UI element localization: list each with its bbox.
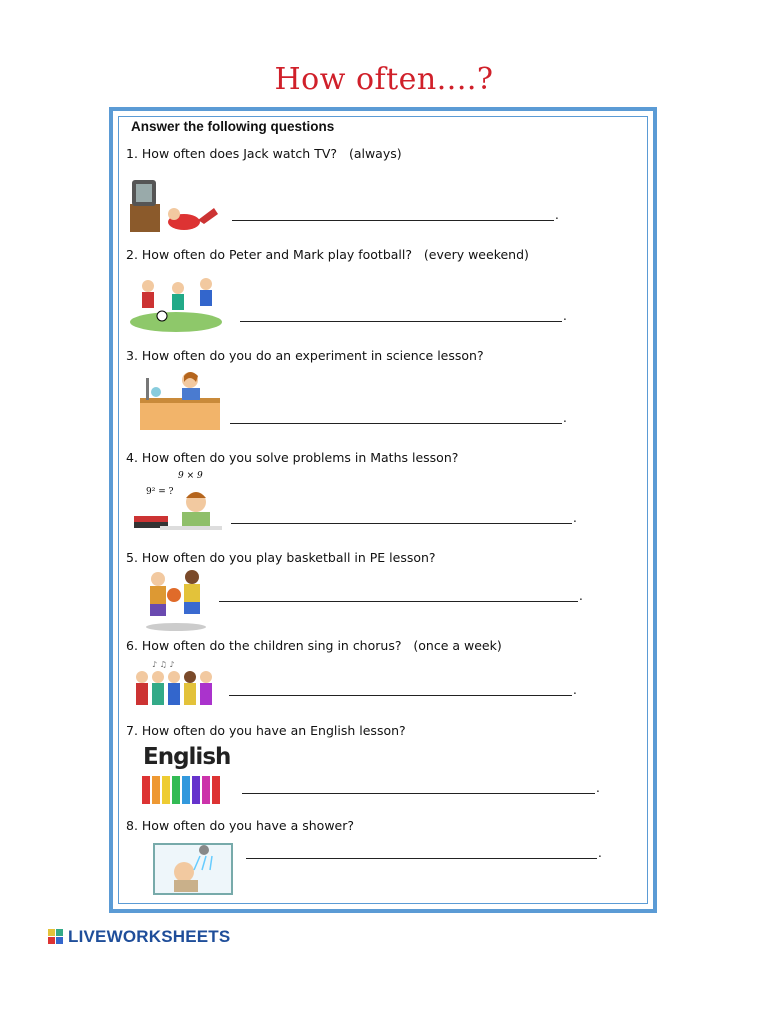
page-title: How often....? <box>274 62 494 97</box>
answer-line-1[interactable] <box>232 220 554 221</box>
answer-period-3: . <box>563 411 567 425</box>
question-2: 2. How often do Peter and Mark play football? (every weekend) <box>126 247 529 262</box>
answer-line-7[interactable] <box>242 793 595 794</box>
question-5: 5. How often do you play basketball in PE lesson? <box>126 550 436 565</box>
liveworksheets-logo[interactable] <box>48 927 230 947</box>
answer-period-7: . <box>596 781 600 795</box>
answer-line-5[interactable] <box>219 601 578 602</box>
answer-line-8[interactable] <box>246 858 597 859</box>
question-6: 6. How often do the children sing in chorus? (once a week) <box>126 638 502 653</box>
science-experiment-illustration <box>136 368 224 432</box>
brand-name: LIVEWORKSHEETS <box>68 927 231 946</box>
question-4: 4. How often do you solve problems in Maths lesson? <box>126 450 459 465</box>
answer-period-5: . <box>579 589 583 603</box>
english-hands-illustration <box>140 772 228 806</box>
tv-boy-illustration <box>126 172 222 236</box>
basketball-players-illustration <box>138 567 218 633</box>
question-8: 8. How often do you have a shower? <box>126 818 355 833</box>
maths-expression-top: 9 × 9 <box>178 471 203 481</box>
children-chorus-illustration <box>132 659 216 715</box>
answer-period-8: . <box>598 846 602 860</box>
answer-line-3[interactable] <box>230 423 562 424</box>
question-7: 7. How often do you have an English lesson? <box>126 723 406 738</box>
question-3: 3. How often do you do an experiment in science lesson? <box>126 348 484 363</box>
answer-period-2: . <box>563 309 567 323</box>
maths-expression-left: 9² = ? <box>146 487 174 497</box>
liveworksheets-icon <box>48 929 64 945</box>
shower-illustration <box>150 840 236 896</box>
answer-line-2[interactable] <box>240 321 562 322</box>
instructions-heading: Answer the following questions <box>131 119 335 134</box>
svg-text:♪ ♫ ♪: ♪ ♫ ♪ <box>152 660 175 669</box>
answer-line-4[interactable] <box>231 523 572 524</box>
answer-line-6[interactable] <box>229 695 572 696</box>
question-1: 1. How often does Jack watch TV? (always) <box>126 146 402 161</box>
maths-boy-illustration <box>130 486 226 536</box>
answer-period-6: . <box>573 683 577 697</box>
football-players-illustration <box>126 272 226 334</box>
answer-period-4: . <box>573 511 577 525</box>
english-word: English <box>143 744 231 770</box>
answer-period-1: . <box>555 208 559 222</box>
